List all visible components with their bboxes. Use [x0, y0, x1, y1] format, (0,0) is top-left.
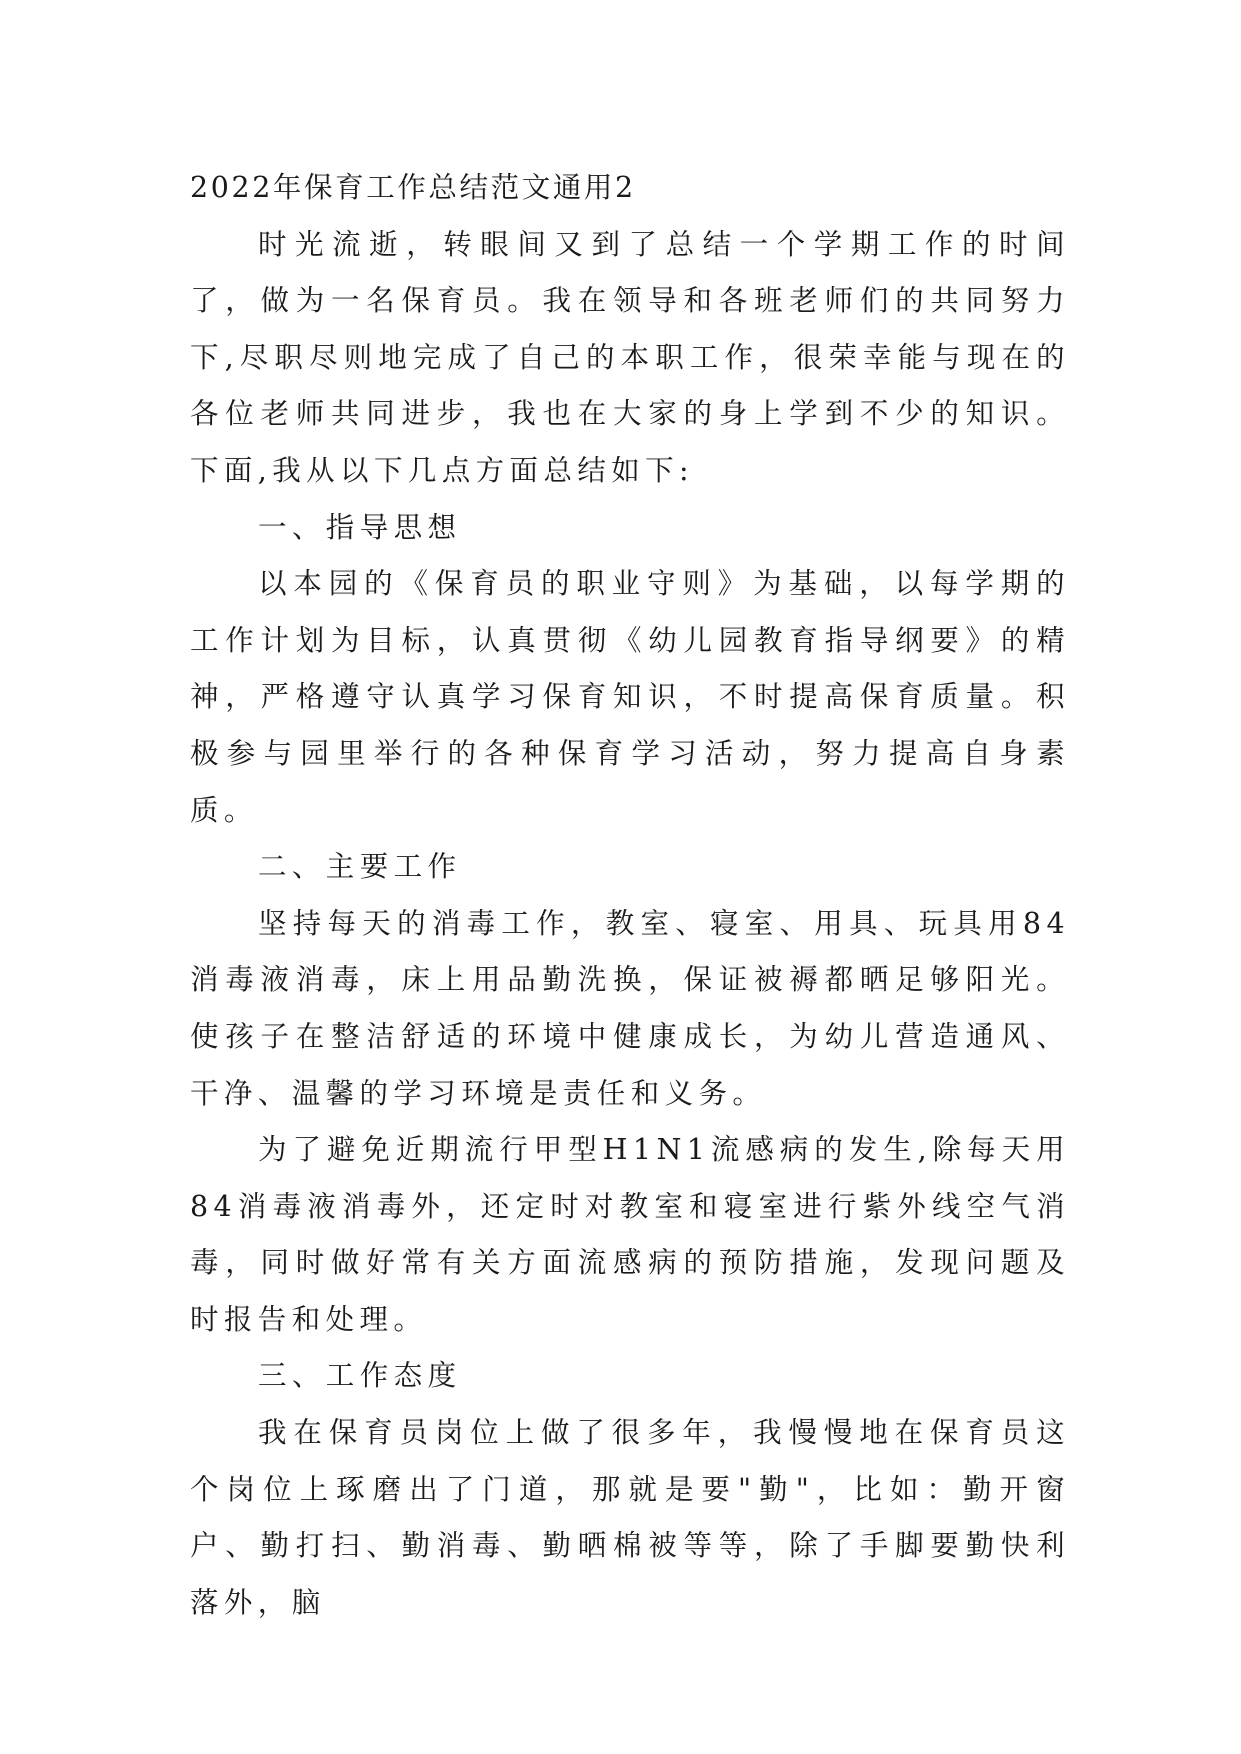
paragraph-work-attitude: 我在保育员岗位上做了很多年，我慢慢地在保育员这个岗位上琢磨出了门道，那就是要"勤"，比如：勤开窗户、勤打扫、勤消毒、勤晒棉被等等，除了手脚要勤快利落外，脑: [190, 1416, 1070, 1619]
section-heading-work-attitude: 三、工作态度: [258, 1359, 462, 1393]
section-heading-guiding-thought: 一、指导思想: [258, 510, 462, 544]
document-title: 2022年保育工作总结范文通用2: [190, 171, 636, 204]
document-body: [190, 160, 1070, 1631]
paragraph-flu-prevention: 为了避免近期流行甲型H1N1流感病的发生,除每天用84消毒液消毒外，还定时对教室和寝室进行紫外线空气消毒，同时做好常有关方面流感病的预防措施，发现问题及时报告和处理。: [190, 1133, 1070, 1336]
section-heading-main-work: 二、主要工作: [258, 850, 462, 884]
paragraph-disinfection: 坚持每天的消毒工作，教室、寝室、用具、玩具用84消毒液消毒，床上用品勤洗换，保证被褥都晒足够阳光。使孩子在整洁舒适的环境中健康成长，为幼儿营造通风、干净、温馨的学习环境是责任和义务。: [190, 906, 1070, 1110]
paragraph-guiding-thought: 以本园的《保育员的职业守则》为基础，以每学期的工作计划为目标，认真贯彻《幼儿园教育指导纲要》的精神，严格遵守认真学习保育知识，不时提高保育质量。积极参与园里举行的各种保育学习活动，努力提高自身素质。: [190, 567, 1070, 827]
paragraph-intro: 时光流逝，转眼间又到了总结一个学期工作的时间了，做为一名保育员。我在领导和各班老师们的共同努力下,尽职尽则地完成了自己的本职工作，很荣幸能与现在的各位老师共同进步，我也在大家的身上学到不少的知识。下面,我从以下几点方面总结如下:: [190, 227, 1070, 487]
